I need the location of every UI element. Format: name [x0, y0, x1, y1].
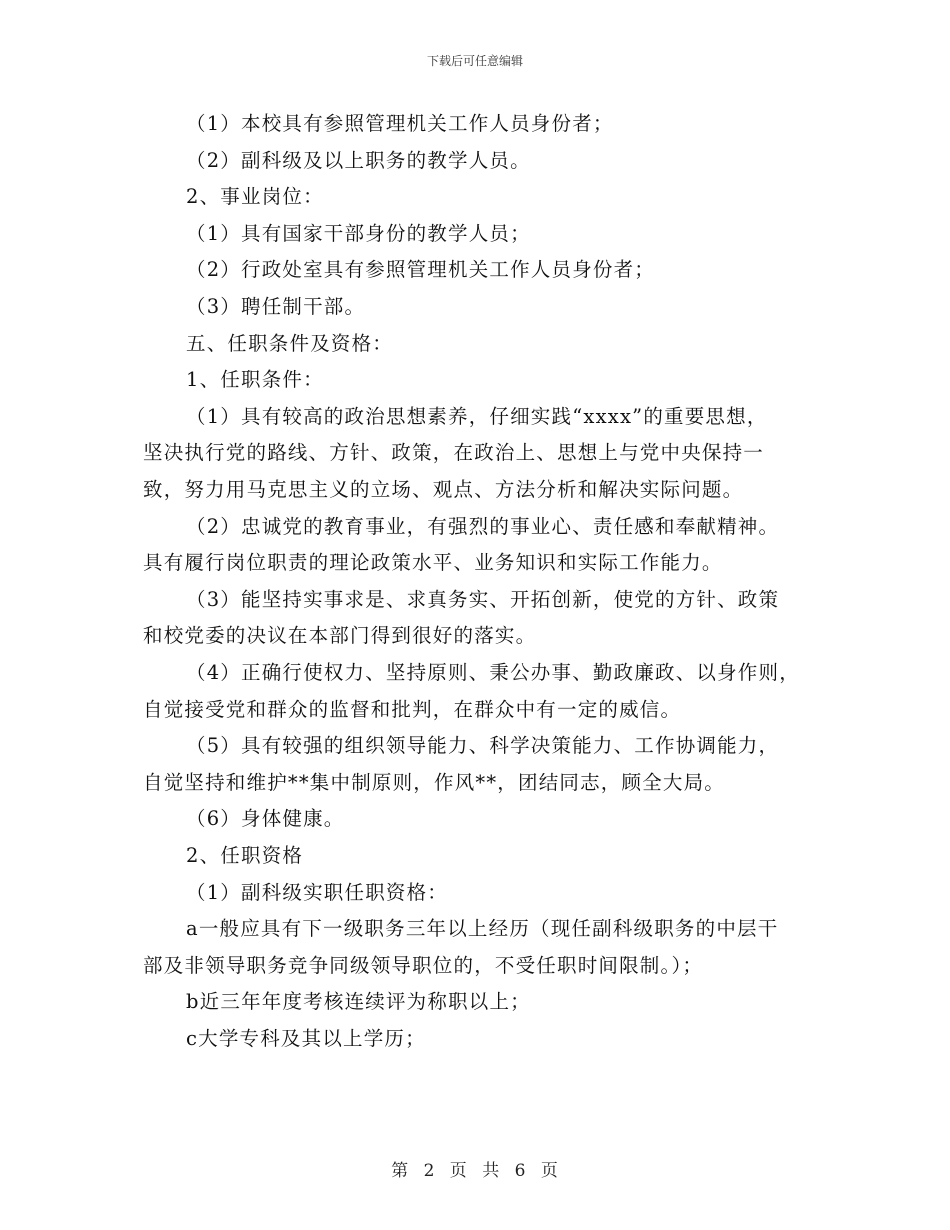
footer-mid: 页	[449, 1161, 468, 1181]
text-line: 自觉坚持和维护**集中制原则，作风**，团结同志，顾全大局。	[143, 771, 726, 794]
text-line: 2、事业岗位：	[186, 185, 324, 208]
text-line: 1、任职条件：	[186, 368, 324, 391]
footer-page-total: 6	[514, 1161, 527, 1181]
text-line: （6）身体健康。	[186, 807, 345, 830]
text-line: （2）行政处室具有参照管理机关工作人员身份者；	[186, 258, 656, 281]
text-line: 和校党委的决议在本部门得到很好的落实。	[143, 624, 537, 647]
text-line: （5）具有较强的组织领导能力、科学决策能力、工作协调能力，	[186, 734, 780, 757]
text-line: （1）本校具有参照管理机关工作人员身份者；	[186, 112, 614, 135]
text-line: （4）正确行使权力、坚持原则、秉公办事、勤政廉政、以身作则，	[186, 661, 800, 684]
text-line: a一般应具有下一级职务三年以上经历（现任副科级职务的中层干	[186, 917, 779, 940]
text-line: （3）聘任制干部。	[186, 295, 366, 318]
footer-total-prefix: 共	[482, 1161, 501, 1181]
text-line: 致，努力用马克思主义的立场、观点、方法分析和解决实际问题。	[143, 478, 744, 501]
footer-prefix: 第	[391, 1161, 410, 1181]
text-line: （2）副科级及以上职务的教学人员。	[186, 149, 531, 172]
text-line: b近三年年度考核连续评为称职以上；	[186, 990, 531, 1013]
text-line: c大学专科及其以上学历；	[186, 1027, 426, 1050]
text-line: 部及非领导职务竞争同级领导职位的，不受任职时间限制。）；	[143, 954, 704, 977]
text-line: （3）能坚持实事求是、求真务实、开拓创新，使党的方针、政策	[186, 588, 780, 611]
footer-suffix: 页	[540, 1161, 559, 1181]
text-line: （1）具有国家干部身份的教学人员；	[186, 222, 531, 245]
text-line: 五、任职条件及资格：	[186, 332, 394, 355]
page-footer	[0, 1156, 950, 1181]
text-line: 自觉接受党和群众的监督和批判，在群众中有一定的威信。	[143, 698, 682, 721]
text-line: 坚决执行党的路线、方针、政策，在政治上、思想上与党中央保持一	[143, 441, 765, 464]
footer-page-current: 2	[423, 1161, 436, 1181]
text-line: （1）具有较高的政治思想素养，仔细实践“xxxx”的重要思想，	[186, 405, 768, 428]
page-header: 下载后可任意编辑	[426, 54, 523, 68]
text-line: （1）副科级实职任职资格：	[186, 881, 449, 904]
text-line: （2）忠诚党的教育事业，有强烈的事业心、责任感和奉献精神。	[186, 515, 780, 538]
text-line: 2、任职资格	[186, 844, 304, 867]
text-line: 具有履行岗位职责的理论政策水平、业务知识和实际工作能力。	[143, 551, 723, 574]
